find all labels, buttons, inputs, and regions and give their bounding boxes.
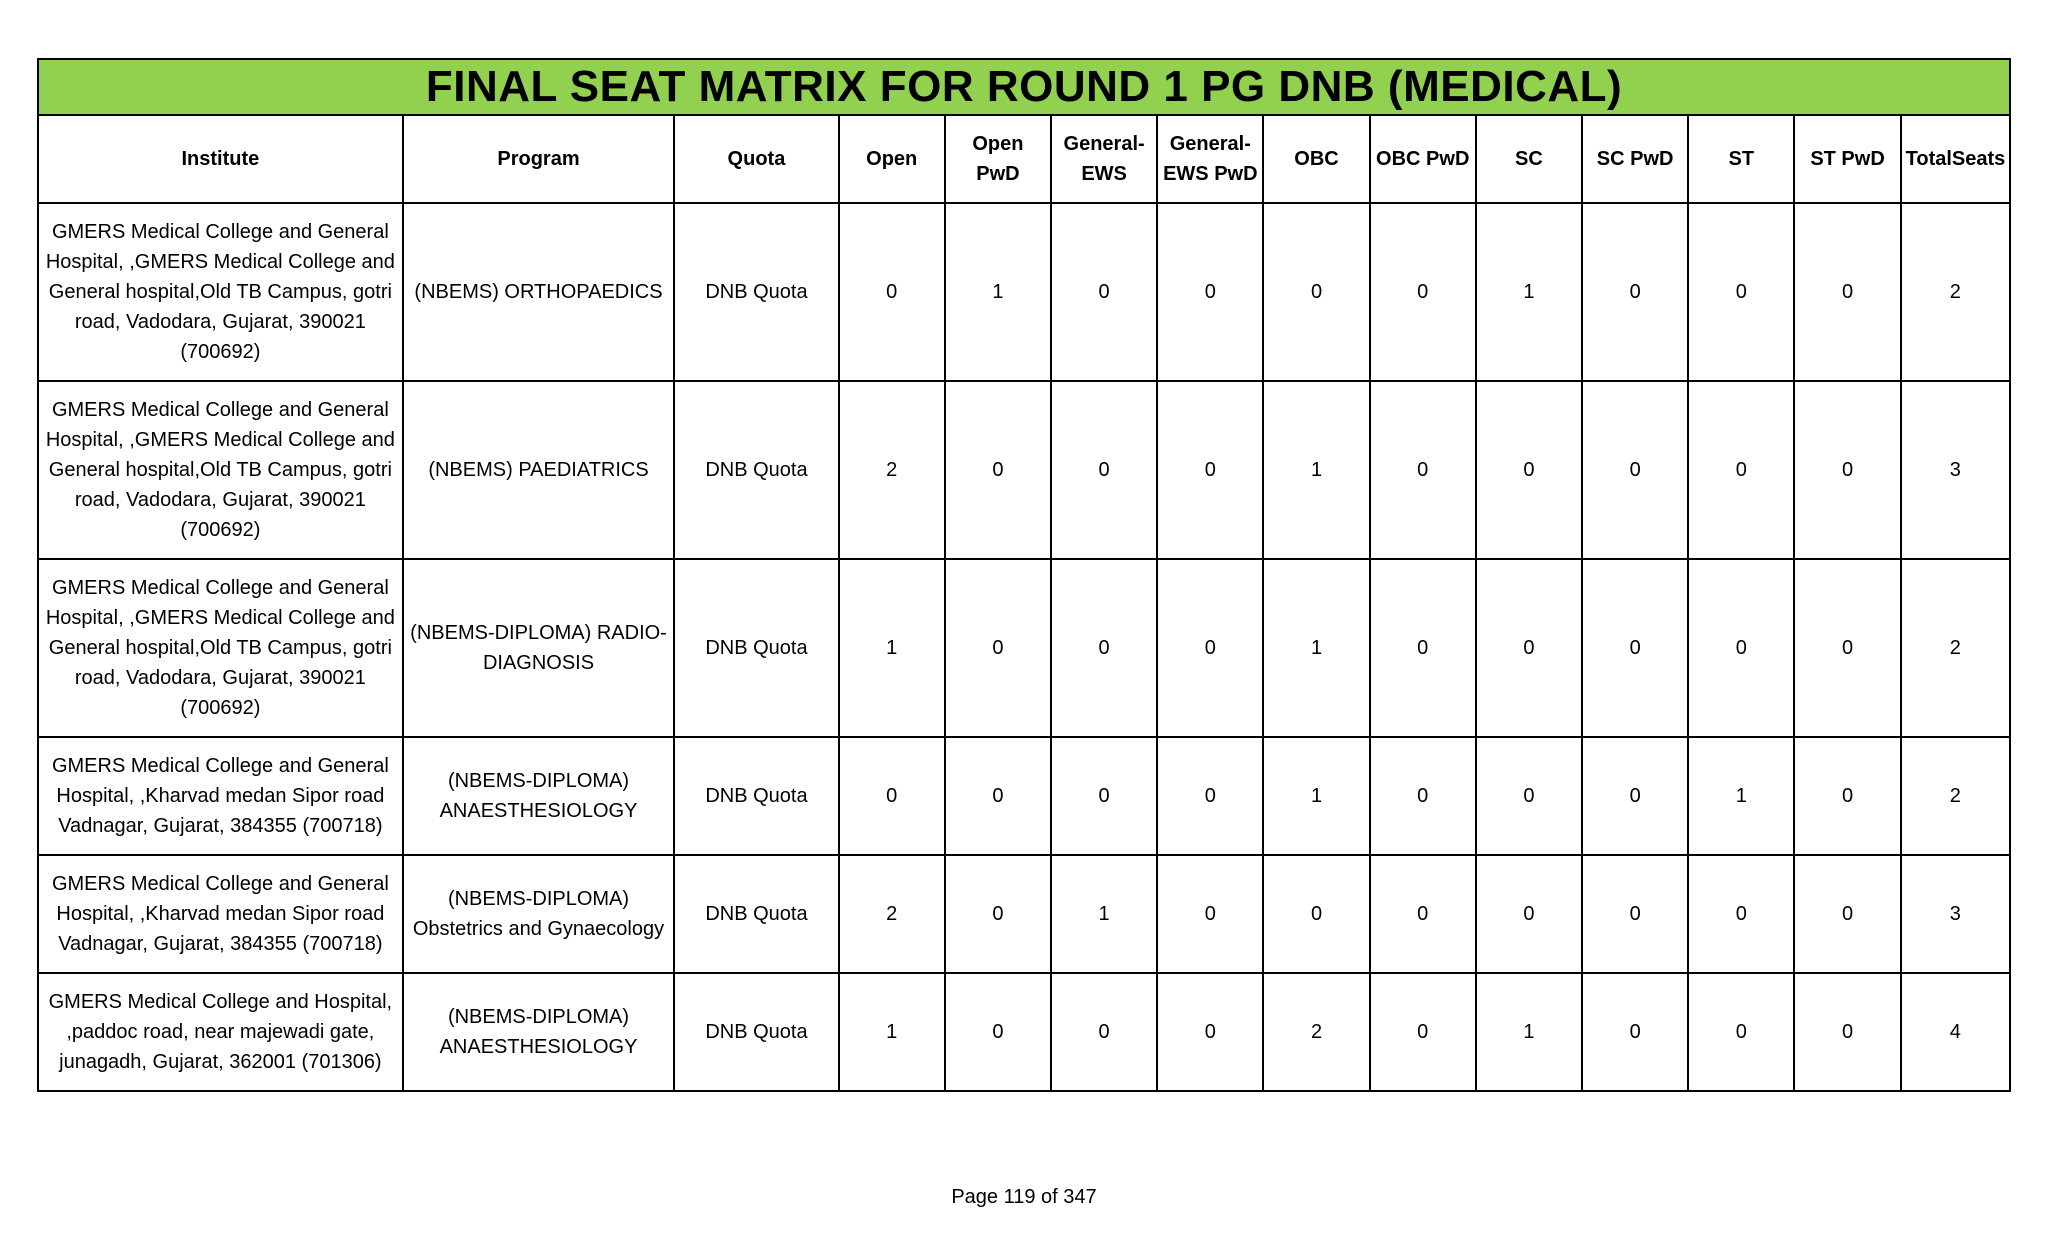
seat-cell-open: 0 bbox=[839, 203, 945, 381]
table-row bbox=[38, 381, 2010, 559]
seat-cell-sc-pwd: 0 bbox=[1582, 855, 1688, 973]
seat-cell-sc-pwd: 0 bbox=[1582, 737, 1688, 855]
seat-cell-sc: 0 bbox=[1476, 559, 1582, 737]
seat-cell-st: 0 bbox=[1688, 559, 1794, 737]
program-cell: (NBEMS-DIPLOMA) RADIO-DIAGNOSIS bbox=[403, 559, 675, 737]
column-header-obc: OBC bbox=[1263, 115, 1369, 203]
seat-cell-obc-pwd: 0 bbox=[1370, 203, 1476, 381]
seat-cell-open-pwd: 0 bbox=[945, 973, 1051, 1091]
quota-cell: DNB Quota bbox=[674, 559, 838, 737]
column-header-obc-pwd: OBC PwD bbox=[1370, 115, 1476, 203]
column-header-total-seats: TotalSeats bbox=[1901, 115, 2010, 203]
column-header-st-pwd: ST PwD bbox=[1794, 115, 1900, 203]
seat-cell-st: 0 bbox=[1688, 973, 1794, 1091]
seat-cell-general-ews: 0 bbox=[1051, 203, 1157, 381]
seat-cell-sc: 0 bbox=[1476, 855, 1582, 973]
seat-cell-general-ews: 0 bbox=[1051, 559, 1157, 737]
program-cell: (NBEMS-DIPLOMA) ANAESTHESIOLOGY bbox=[403, 737, 675, 855]
seat-cell-open-pwd: 1 bbox=[945, 203, 1051, 381]
seat-cell-sc-pwd: 0 bbox=[1582, 973, 1688, 1091]
seat-cell-obc-pwd: 0 bbox=[1370, 559, 1476, 737]
seat-cell-sc: 1 bbox=[1476, 203, 1582, 381]
seat-cell-open-pwd: 0 bbox=[945, 855, 1051, 973]
institute-cell: GMERS Medical College and General Hospital, ,GMERS Medical College and General hospital,Old TB Campus, gotri road, Vadodara, Gujarat, 390021 (700692) bbox=[38, 381, 403, 559]
seat-cell-sc: 0 bbox=[1476, 737, 1582, 855]
seat-cell-general-ews-pwd: 0 bbox=[1157, 381, 1263, 559]
seat-cell-total: 2 bbox=[1901, 559, 2010, 737]
column-header-sc-pwd: SC PwD bbox=[1582, 115, 1688, 203]
seat-cell-total: 3 bbox=[1901, 855, 2010, 973]
seat-cell-sc-pwd: 0 bbox=[1582, 559, 1688, 737]
column-header-quota: Quota bbox=[674, 115, 838, 203]
quota-cell: DNB Quota bbox=[674, 855, 838, 973]
table-row bbox=[38, 559, 2010, 737]
quota-cell: DNB Quota bbox=[674, 203, 838, 381]
seat-cell-obc-pwd: 0 bbox=[1370, 381, 1476, 559]
seat-cell-general-ews: 0 bbox=[1051, 973, 1157, 1091]
seat-cell-obc: 0 bbox=[1263, 855, 1369, 973]
quota-cell: DNB Quota bbox=[674, 381, 838, 559]
institute-cell: GMERS Medical College and General Hospital, ,Kharvad medan Sipor road Vadnagar, Gujarat, 384355 (700718) bbox=[38, 737, 403, 855]
program-cell: (NBEMS-DIPLOMA) ANAESTHESIOLOGY bbox=[403, 973, 675, 1091]
seat-cell-sc: 1 bbox=[1476, 973, 1582, 1091]
seat-cell-open: 2 bbox=[839, 381, 945, 559]
seat-cell-st-pwd: 0 bbox=[1794, 203, 1900, 381]
header-row bbox=[38, 115, 2010, 203]
seat-cell-general-ews-pwd: 0 bbox=[1157, 203, 1263, 381]
seat-cell-total: 2 bbox=[1901, 203, 2010, 381]
seat-cell-sc-pwd: 0 bbox=[1582, 203, 1688, 381]
seat-cell-obc: 1 bbox=[1263, 559, 1369, 737]
seat-cell-obc: 2 bbox=[1263, 973, 1369, 1091]
seat-cell-st: 1 bbox=[1688, 737, 1794, 855]
seat-cell-obc: 0 bbox=[1263, 203, 1369, 381]
page-number: Page 119 of 347 bbox=[951, 1186, 1097, 1208]
institute-cell: GMERS Medical College and General Hospital, ,GMERS Medical College and General hospital,Old TB Campus, gotri road, Vadodara, Gujarat, 390021 (700692) bbox=[38, 559, 403, 737]
table-row bbox=[38, 973, 2010, 1091]
table-row bbox=[38, 203, 2010, 381]
program-cell: (NBEMS-DIPLOMA) Obstetrics and Gynaecology bbox=[403, 855, 675, 973]
seat-cell-st-pwd: 0 bbox=[1794, 973, 1900, 1091]
institute-cell: GMERS Medical College and Hospital, ,paddoc road, near majewadi gate, junagadh, Gujarat, 362001 (701306) bbox=[38, 973, 403, 1091]
program-cell: (NBEMS) PAEDIATRICS bbox=[403, 381, 675, 559]
column-header-open: Open bbox=[839, 115, 945, 203]
column-header-open-pwd: Open PwD bbox=[945, 115, 1051, 203]
seat-cell-total: 4 bbox=[1901, 973, 2010, 1091]
seat-cell-open: 1 bbox=[839, 559, 945, 737]
seat-cell-obc-pwd: 0 bbox=[1370, 973, 1476, 1091]
institute-cell: GMERS Medical College and General Hospital, ,GMERS Medical College and General hospital,Old TB Campus, gotri road, Vadodara, Gujarat, 390021 (700692) bbox=[38, 203, 403, 381]
seat-cell-obc-pwd: 0 bbox=[1370, 855, 1476, 973]
column-header-st: ST bbox=[1688, 115, 1794, 203]
seat-cell-general-ews-pwd: 0 bbox=[1157, 559, 1263, 737]
seat-cell-general-ews-pwd: 0 bbox=[1157, 855, 1263, 973]
column-header-program: Program bbox=[403, 115, 675, 203]
seat-cell-st: 0 bbox=[1688, 203, 1794, 381]
table-row bbox=[38, 737, 2010, 855]
seat-cell-open: 0 bbox=[839, 737, 945, 855]
seat-cell-open: 2 bbox=[839, 855, 945, 973]
seat-cell-st: 0 bbox=[1688, 381, 1794, 559]
quota-cell: DNB Quota bbox=[674, 737, 838, 855]
seat-cell-general-ews: 0 bbox=[1051, 381, 1157, 559]
seat-cell-sc-pwd: 0 bbox=[1582, 381, 1688, 559]
seat-cell-open-pwd: 0 bbox=[945, 381, 1051, 559]
seat-matrix-table bbox=[37, 58, 2011, 1092]
seat-cell-open-pwd: 0 bbox=[945, 737, 1051, 855]
seat-cell-open: 1 bbox=[839, 973, 945, 1091]
seat-cell-obc: 1 bbox=[1263, 381, 1369, 559]
column-header-general-ews: General-EWS bbox=[1051, 115, 1157, 203]
quota-cell: DNB Quota bbox=[674, 973, 838, 1091]
seat-cell-obc-pwd: 0 bbox=[1370, 737, 1476, 855]
seat-cell-total: 3 bbox=[1901, 381, 2010, 559]
seat-cell-general-ews-pwd: 0 bbox=[1157, 973, 1263, 1091]
seat-cell-st: 0 bbox=[1688, 855, 1794, 973]
institute-cell: GMERS Medical College and General Hospital, ,Kharvad medan Sipor road Vadnagar, Gujarat, 384355 (700718) bbox=[38, 855, 403, 973]
seat-cell-st-pwd: 0 bbox=[1794, 559, 1900, 737]
seat-cell-st-pwd: 0 bbox=[1794, 381, 1900, 559]
table-title: FINAL SEAT MATRIX FOR ROUND 1 PG DNB (MEDICAL) bbox=[38, 59, 2010, 115]
seat-cell-total: 2 bbox=[1901, 737, 2010, 855]
seat-cell-sc: 0 bbox=[1476, 381, 1582, 559]
seat-cell-st-pwd: 0 bbox=[1794, 737, 1900, 855]
program-cell: (NBEMS) ORTHOPAEDICS bbox=[403, 203, 675, 381]
column-header-institute: Institute bbox=[38, 115, 403, 203]
table-row bbox=[38, 855, 2010, 973]
column-header-sc: SC bbox=[1476, 115, 1582, 203]
column-header-general-ews-pwd: General-EWS PwD bbox=[1157, 115, 1263, 203]
seat-cell-st-pwd: 0 bbox=[1794, 855, 1900, 973]
seat-cell-open-pwd: 0 bbox=[945, 559, 1051, 737]
seat-cell-general-ews-pwd: 0 bbox=[1157, 737, 1263, 855]
seat-cell-obc: 1 bbox=[1263, 737, 1369, 855]
seat-cell-general-ews: 1 bbox=[1051, 855, 1157, 973]
seat-cell-general-ews: 0 bbox=[1051, 737, 1157, 855]
